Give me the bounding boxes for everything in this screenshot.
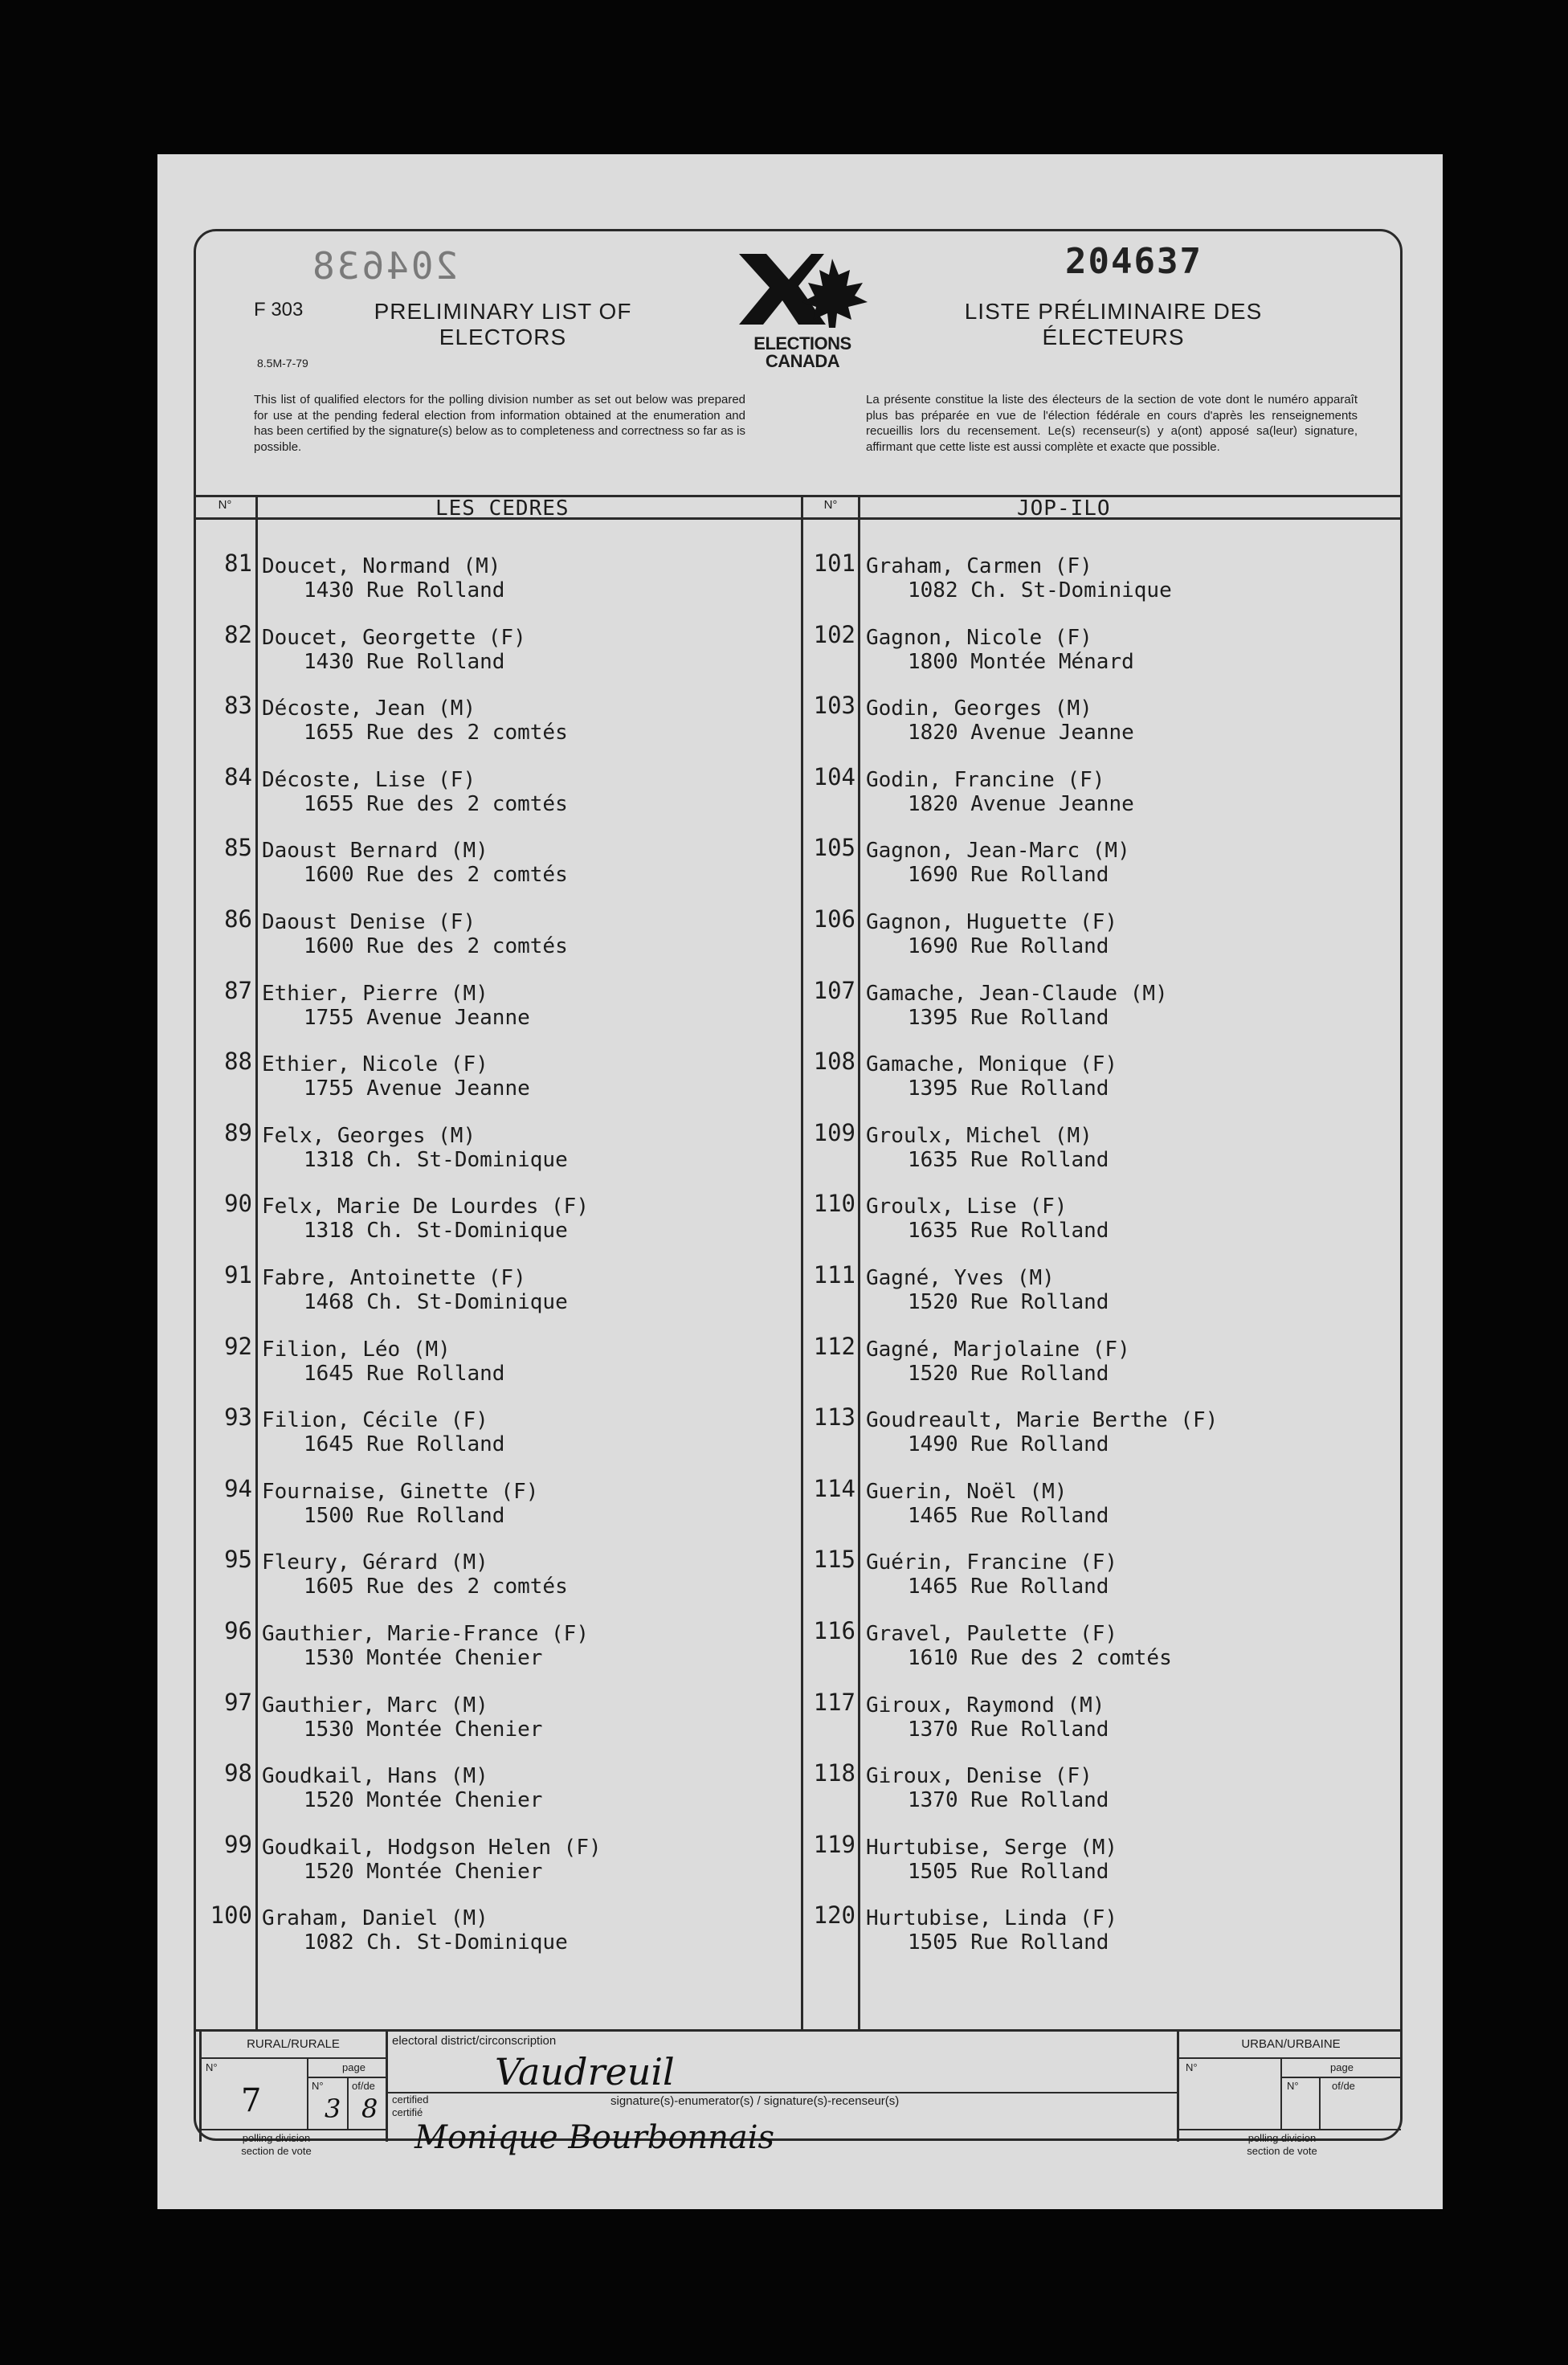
elector-number: 88	[224, 1048, 252, 1075]
elector-name: Graham, Daniel (M)	[262, 1906, 488, 1930]
urban-page-no-label: N°	[1287, 2080, 1299, 2092]
elector-entry	[866, 1195, 1109, 1243]
elector-address: 1635 Rue Rolland	[908, 1219, 1109, 1243]
left-number-divider	[255, 495, 258, 2029]
center-divider	[801, 495, 803, 2029]
elector-name: Doucet, Normand (M)	[262, 554, 501, 578]
elector-number: 113	[813, 1403, 855, 1431]
elector-address: 1520 Rue Rolland	[908, 1362, 1109, 1386]
rural-polling-label: polling division section de vote	[241, 2132, 312, 2157]
elector-entry	[262, 1124, 568, 1172]
rural-bottom-rule	[199, 2129, 386, 2130]
elector-name: Goudreault, Marie Berthe (F)	[866, 1408, 1219, 1432]
elector-entry	[262, 696, 568, 745]
elector-number: 94	[224, 1475, 252, 1502]
rural-ofde-divider	[347, 2077, 349, 2129]
rural-polling-number: 7	[241, 2082, 262, 2119]
rural-page-rule	[307, 2077, 386, 2078]
elector-entry	[866, 554, 1172, 602]
elector-number: 105	[813, 834, 855, 861]
elector-entry	[262, 626, 526, 674]
elector-number: 91	[224, 1261, 252, 1289]
elector-name: Filion, Cécile (F)	[262, 1408, 488, 1432]
elector-name: Gauthier, Marc (M)	[262, 1693, 488, 1718]
footer-top-rule	[196, 2029, 1401, 2032]
elector-entry	[262, 1906, 568, 1954]
urban-no-divider	[1280, 2058, 1282, 2129]
elector-address: 1520 Rue Rolland	[908, 1290, 1109, 1314]
elector-entry	[866, 1408, 1218, 1456]
elector-number: 100	[210, 1901, 252, 1929]
elector-number: 111	[813, 1261, 855, 1289]
elector-address: 1755 Avenue Jeanne	[304, 1006, 530, 1030]
elector-address: 1465 Rue Rolland	[908, 1504, 1109, 1528]
certified-label: certified certifié	[392, 2093, 429, 2118]
urban-label-rule	[1177, 2057, 1401, 2059]
header-top-rule	[196, 495, 1401, 497]
elector-entry	[262, 1836, 602, 1884]
elector-entry	[866, 1906, 1117, 1954]
district-rule	[386, 2092, 1177, 2093]
elector-name: Gravel, Paulette (F)	[866, 1622, 1118, 1646]
elector-entry	[866, 768, 1134, 816]
elector-name: Gagné, Yves (M)	[866, 1266, 1055, 1290]
elector-name: Ethier, Nicole (F)	[262, 1052, 488, 1076]
title-french: LISTE PRÉLIMINAIRE DES ÉLECTEURS	[964, 299, 1263, 349]
elector-name: Fleury, Gérard (M)	[262, 1550, 488, 1575]
elector-name: Hurtubise, Serge (M)	[866, 1836, 1118, 1860]
elector-name: Gagnon, Huguette (F)	[866, 910, 1118, 934]
rural-page-label: page	[342, 2061, 365, 2073]
elector-address: 1800 Montée Ménard	[908, 650, 1134, 674]
elector-number: 106	[813, 905, 855, 933]
header-bottom-rule	[196, 517, 1401, 520]
elector-address: 1530 Montée Chenier	[304, 1646, 543, 1670]
elector-number: 81	[224, 549, 252, 577]
elector-entry	[866, 839, 1130, 887]
elector-address: 1500 Rue Rolland	[304, 1504, 505, 1528]
signature-label: signature(s)-enumerator(s) / signature(s)-recenseur(s)	[610, 2094, 900, 2108]
urban-page-rule	[1280, 2077, 1401, 2078]
elector-number: 116	[813, 1617, 855, 1644]
right-no-header: N°	[823, 498, 838, 512]
rural-page-no-label: N°	[312, 2080, 324, 2092]
district-handwritten: Vaudreuil	[495, 2050, 675, 2093]
elector-entry	[262, 1195, 589, 1243]
elector-address: 1530 Montée Chenier	[304, 1718, 543, 1742]
page-total: 8	[361, 2093, 378, 2124]
elector-address: 1490 Rue Rolland	[908, 1432, 1109, 1456]
elector-entry	[866, 1550, 1117, 1599]
elector-entry	[262, 1693, 542, 1742]
elector-entry	[262, 1408, 504, 1456]
elector-number: 114	[813, 1475, 855, 1502]
elector-address: 1520 Montée Chenier	[304, 1860, 543, 1884]
elector-name: Goudkail, Hodgson Helen (F)	[262, 1836, 602, 1860]
elector-name: Felx, Marie De Lourdes (F)	[262, 1195, 589, 1219]
elector-number: 107	[813, 977, 855, 1004]
elector-name: Gamache, Jean-Claude (M)	[866, 982, 1168, 1006]
elector-name: Groulx, Lise (F)	[866, 1195, 1068, 1219]
elector-entry	[866, 1052, 1117, 1101]
rural-ofde-label: of/de	[352, 2080, 375, 2092]
elector-entry	[262, 910, 568, 958]
elector-number: 90	[224, 1190, 252, 1217]
elector-name: Hurtubise, Linda (F)	[866, 1906, 1118, 1930]
elector-name: Doucet, Georgette (F)	[262, 626, 526, 650]
logo-wordmark: ELECTIONS CANADA	[753, 333, 851, 371]
maple-leaf-x-icon	[734, 251, 871, 331]
elector-address: 1600 Rue des 2 comtés	[304, 934, 568, 958]
enumerator-signature: Monique Bourbonnais	[414, 2119, 775, 2156]
elector-entry	[262, 768, 568, 816]
elector-name: Gamache, Monique (F)	[866, 1052, 1118, 1076]
elector-address: 1505 Rue Rolland	[908, 1860, 1109, 1884]
elector-entry	[262, 1550, 568, 1599]
intro-french: La présente constitue la liste des électeurs de la section de vote dont le numéro apparaît plus bas préparée en vue de l'élection fédérale en cours d'après les renseignements recueillis lors du recensement. Le(s) recenseur(s) y a(ont) apposé sa(leur) signature, affirmant que cette liste est aussi complète et exacte que possible.	[866, 393, 1358, 454]
elector-address: 1820 Avenue Jeanne	[908, 721, 1134, 745]
elector-address: 1755 Avenue Jeanne	[304, 1076, 530, 1101]
elector-number: 98	[224, 1759, 252, 1787]
elector-entry	[866, 1764, 1109, 1812]
district-label: electoral district/circonscription	[392, 2034, 557, 2048]
elector-entry	[262, 1764, 542, 1812]
rural-no-divider	[307, 2058, 308, 2129]
elector-name: Filion, Léo (M)	[262, 1338, 451, 1362]
elector-entry	[866, 1836, 1117, 1884]
elector-name: Felx, Georges (M)	[262, 1124, 476, 1148]
rural-box-divider	[386, 2029, 388, 2142]
elector-number: 86	[224, 905, 252, 933]
urban-no-label: N°	[1186, 2061, 1198, 2073]
elector-address: 1690 Rue Rolland	[908, 934, 1109, 958]
elector-number: 117	[813, 1689, 855, 1716]
elector-number: 96	[224, 1617, 252, 1644]
elector-address: 1610 Rue des 2 comtés	[908, 1646, 1172, 1670]
elector-name: Godin, Georges (M)	[866, 696, 1092, 721]
elector-address: 1505 Rue Rolland	[908, 1930, 1109, 1954]
elector-name: Décoste, Lise (F)	[262, 768, 476, 792]
elector-name: Guerin, Noël (M)	[866, 1480, 1068, 1504]
rural-label: RURAL/RURALE	[247, 2037, 340, 2051]
elector-number: 87	[224, 977, 252, 1004]
elector-number: 109	[813, 1119, 855, 1146]
serial-stamp-right: 204637	[1065, 241, 1203, 282]
left-no-header: N°	[218, 498, 232, 512]
elector-entry	[262, 1266, 568, 1314]
urban-polling-label: polling division section de vote	[1247, 2132, 1317, 2157]
elector-entry	[866, 1622, 1172, 1670]
rural-no-label: N°	[206, 2061, 218, 2073]
elector-number: 85	[224, 834, 252, 861]
elector-name: Gagnon, Nicole (F)	[866, 626, 1092, 650]
elector-name: Goudkail, Hans (M)	[262, 1764, 488, 1788]
right-column-name: JOP-ILO	[1017, 496, 1111, 521]
elector-entry	[866, 982, 1168, 1030]
elector-number: 118	[813, 1759, 855, 1787]
urban-ofde-divider	[1319, 2077, 1321, 2129]
elector-address: 1655 Rue des 2 comtés	[304, 792, 568, 816]
elector-address: 1605 Rue des 2 comtés	[304, 1575, 568, 1599]
urban-page-label: page	[1330, 2061, 1354, 2073]
urban-bottom-rule	[1177, 2129, 1401, 2130]
elector-number: 84	[224, 763, 252, 790]
elector-name: Graham, Carmen (F)	[866, 554, 1092, 578]
elector-address: 1645 Rue Rolland	[304, 1362, 505, 1386]
elector-entry	[262, 1052, 530, 1101]
elector-entry	[866, 910, 1117, 958]
elector-name: Daoust Bernard (M)	[262, 839, 488, 863]
elector-entry	[866, 696, 1134, 745]
elector-name: Ethier, Pierre (M)	[262, 982, 488, 1006]
elector-address: 1600 Rue des 2 comtés	[304, 863, 568, 887]
elector-name: Fournaise, Ginette (F)	[262, 1480, 539, 1504]
right-number-divider	[858, 495, 860, 2029]
document-page	[157, 154, 1443, 2209]
elector-entry	[262, 982, 530, 1030]
elector-number: 110	[813, 1190, 855, 1217]
elector-entry	[866, 1693, 1109, 1742]
elector-address: 1430 Rue Rolland	[304, 578, 505, 602]
elector-name: Fabre, Antoinette (F)	[262, 1266, 526, 1290]
elector-number: 92	[224, 1333, 252, 1360]
elector-address: 1465 Rue Rolland	[908, 1575, 1109, 1599]
elector-address: 1520 Montée Chenier	[304, 1788, 543, 1812]
elector-number: 101	[813, 549, 855, 577]
elector-entry	[262, 839, 568, 887]
elector-entry	[262, 1480, 538, 1528]
elections-canada-logo	[734, 251, 871, 371]
form-code: 8.5M-7-79	[257, 357, 308, 370]
footer-left-edge	[199, 2029, 202, 2142]
elector-name: Gagné, Marjolaine (F)	[866, 1338, 1130, 1362]
serial-stamp-left: 204638	[310, 244, 459, 288]
elector-number: 95	[224, 1546, 252, 1573]
page-number: 3	[325, 2093, 341, 2124]
urban-box-divider	[1177, 2029, 1179, 2142]
elector-number: 93	[224, 1403, 252, 1431]
elector-address: 1395 Rue Rolland	[908, 1006, 1109, 1030]
elector-number: 108	[813, 1048, 855, 1075]
elector-address: 1395 Rue Rolland	[908, 1076, 1109, 1101]
elector-number: 103	[813, 692, 855, 719]
elector-entry	[866, 626, 1134, 674]
elector-entry	[262, 1338, 504, 1386]
elector-number: 102	[813, 621, 855, 648]
elector-entry	[262, 1622, 589, 1670]
elector-number: 104	[813, 763, 855, 790]
elector-entry	[866, 1266, 1109, 1314]
rural-label-rule	[199, 2057, 386, 2059]
elector-entry	[866, 1338, 1130, 1386]
elector-address: 1820 Avenue Jeanne	[908, 792, 1134, 816]
elector-name: Daoust Denise (F)	[262, 910, 476, 934]
form-number: F 303	[254, 299, 304, 321]
elector-number: 83	[224, 692, 252, 719]
elector-number: 120	[813, 1901, 855, 1929]
elector-address: 1370 Rue Rolland	[908, 1718, 1109, 1742]
elector-address: 1468 Ch. St-Dominique	[304, 1290, 568, 1314]
elector-name: Giroux, Raymond (M)	[866, 1693, 1105, 1718]
elector-name: Groulx, Michel (M)	[866, 1124, 1092, 1148]
elector-number: 99	[224, 1831, 252, 1858]
elector-address: 1655 Rue des 2 comtés	[304, 721, 568, 745]
elector-address: 1318 Ch. St-Dominique	[304, 1219, 568, 1243]
elector-number: 89	[224, 1119, 252, 1146]
elector-entry	[866, 1124, 1109, 1172]
elector-number: 119	[813, 1831, 855, 1858]
elector-address: 1645 Rue Rolland	[304, 1432, 505, 1456]
elector-address: 1690 Rue Rolland	[908, 863, 1109, 887]
urban-label: URBAN/URBAINE	[1241, 2037, 1341, 2051]
elector-name: Gagnon, Jean-Marc (M)	[866, 839, 1130, 863]
elector-name: Décoste, Jean (M)	[262, 696, 476, 721]
elector-entry	[866, 1480, 1109, 1528]
elector-address: 1370 Rue Rolland	[908, 1788, 1109, 1812]
elector-number: 112	[813, 1333, 855, 1360]
elector-address: 1082 Ch. St-Dominique	[908, 578, 1172, 602]
elector-name: Giroux, Denise (F)	[866, 1764, 1092, 1788]
elector-address: 1635 Rue Rolland	[908, 1148, 1109, 1172]
elector-address: 1430 Rue Rolland	[304, 650, 505, 674]
elector-address: 1082 Ch. St-Dominique	[304, 1930, 568, 1954]
left-column-name: LES CEDRES	[435, 496, 570, 521]
elector-name: Gauthier, Marie-France (F)	[262, 1622, 589, 1646]
elector-name: Godin, Francine (F)	[866, 768, 1105, 792]
elector-number: 115	[813, 1546, 855, 1573]
elector-number: 82	[224, 621, 252, 648]
urban-ofde-label: of/de	[1332, 2080, 1355, 2092]
elector-entry	[262, 554, 504, 602]
elector-name: Guérin, Francine (F)	[866, 1550, 1118, 1575]
elector-number: 97	[224, 1689, 252, 1716]
elector-address: 1318 Ch. St-Dominique	[304, 1148, 568, 1172]
title-english: PRELIMINARY LIST OF ELECTORS	[374, 299, 632, 349]
intro-english: This list of qualified electors for the polling division number as set out below was prepared for use at the pending federal election from information obtained at the enumeration and has been certified by the signature(s) below as to completeness and correctness so far as is possible.	[254, 393, 745, 454]
